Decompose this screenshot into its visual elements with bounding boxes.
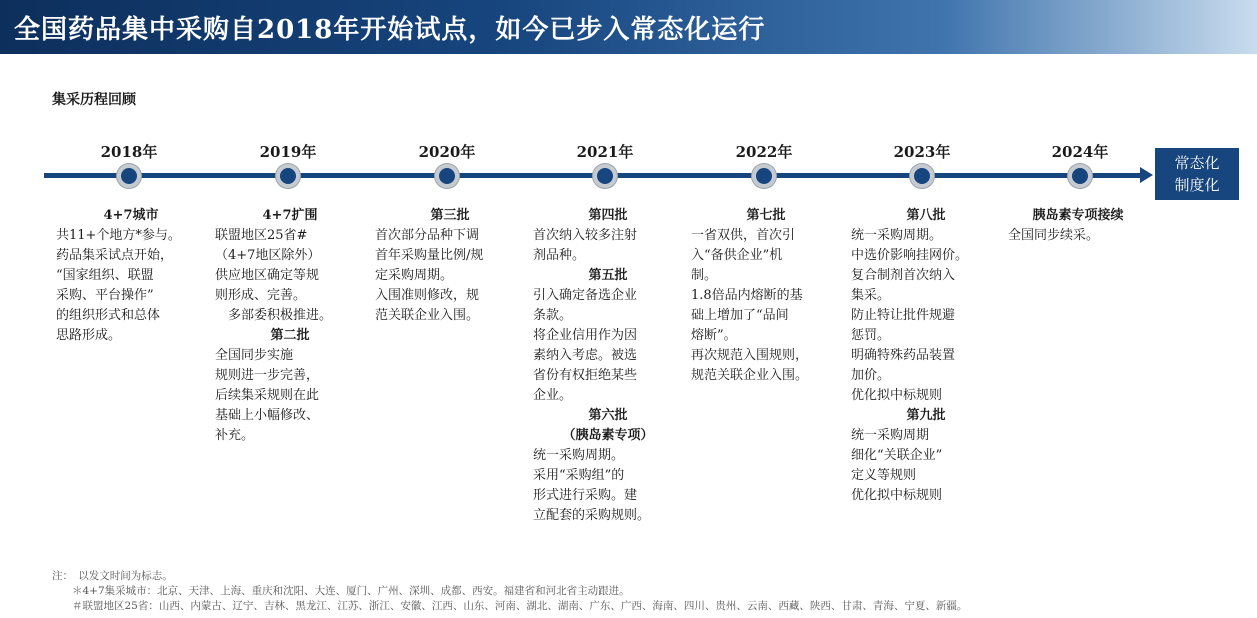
batch-description-line: 的组织形式和总体	[56, 308, 161, 323]
batch-description-line: 共11+个地方*参与。	[56, 228, 181, 243]
batch-description-line: 补充。	[215, 428, 255, 443]
batch-description-line: 采用“采购组”的	[533, 468, 625, 483]
batch-heading: 第二批	[270, 328, 310, 343]
batch-description-line: 优化拟中标规则	[851, 488, 943, 503]
batch-heading: 4+7扩围	[262, 208, 318, 223]
batch-description-line: 全国同步实施	[215, 348, 294, 363]
timeline-column	[1008, 206, 1148, 246]
batch-description-line: 供应地区确定等规	[215, 268, 320, 283]
timeline-year-label: 2021年	[576, 143, 634, 161]
batch-description-line: 省份有权拒绝某些	[533, 368, 638, 383]
batch-description-line: 入围准则修改，规	[375, 288, 480, 303]
footnote: ＃联盟地区25省：山西、内蒙古、辽宁、吉林、黑龙江、江苏、浙江、安徽、江西、山东、河南、湖北、湖南、广东、广西、海南、四川、贵州、云南、西藏、陕西、甘肃、青海、宁夏、新疆。	[72, 600, 968, 612]
batch-description-line: 引入确定备选企业	[533, 288, 638, 303]
timeline-node-icon	[910, 164, 934, 188]
batch-description-line: 细化“关联企业”	[851, 448, 943, 463]
batch-description-line: “国家组织、联盟	[56, 268, 154, 283]
page-title: 全国药品集中采购自2018年开始试点，如今已步入常态化运行	[14, 15, 766, 45]
batch-description-line: 思路形成。	[56, 328, 122, 343]
batch-description-line: 统一采购周期。	[851, 228, 943, 243]
batch-description-line: 基础上小幅修改、	[215, 408, 320, 423]
batch-heading: 第九批	[906, 408, 946, 423]
timeline-year-label: 2023年	[893, 143, 951, 161]
batch-description-line: 再次规范入围规则，	[691, 348, 809, 363]
batch-description-line: 惩罚。	[851, 328, 891, 343]
batch-description-line: 规则进一步完善，	[215, 368, 320, 383]
batch-heading: 胰岛素专项接续	[1032, 208, 1124, 223]
batch-description-line: 首次部分品种下调	[375, 228, 480, 243]
timeline-column	[375, 206, 525, 326]
timeline-arrow-icon	[1140, 167, 1153, 183]
batch-description-line: 制。	[691, 268, 718, 283]
batch-description-line: 集采。	[851, 288, 891, 303]
batch-description-line: 规范关联企业入围。	[691, 368, 809, 383]
timeline-year-label: 2022年	[735, 143, 793, 161]
footnotes	[52, 569, 967, 614]
batch-description-line: 立配套的采购规则。	[533, 508, 651, 523]
batch-description-line: 联盟地区25省#	[215, 228, 308, 243]
title-banner	[0, 0, 1257, 54]
end-label-line: 常态化	[1174, 154, 1220, 172]
batch-heading: 第七批	[746, 208, 786, 223]
batch-description-line: 统一采购周期	[851, 428, 930, 443]
batch-description-line: 统一采购周期。	[533, 448, 625, 463]
batch-description-line: 全国同步续采。	[1008, 228, 1100, 243]
batch-description-line: 础上增加了“品间	[691, 308, 789, 323]
batch-description-line: 素纳入考虑。被选	[533, 348, 638, 363]
batch-description-line: 则形成、完善。	[215, 288, 307, 303]
timeline-column	[56, 206, 206, 346]
batch-description-line: 明确特殊药品装置	[851, 348, 956, 363]
batch-description-line: 入“备供企业”机	[691, 248, 783, 263]
timeline-node-icon	[1068, 164, 1092, 188]
batch-heading: 第五批	[588, 268, 628, 283]
batch-description-line: 采购、平台操作”	[56, 288, 154, 303]
section-title: 集采历程回顾	[52, 92, 136, 108]
batch-description-line: 多部委积极推进。	[215, 308, 333, 323]
batch-description-line: 中选价影响挂网价。	[851, 248, 969, 263]
batch-description-line: 将企业信用作为因	[533, 328, 638, 343]
batch-description-line: 条款。	[533, 308, 573, 323]
batch-description-line: 首次纳入较多注射	[533, 228, 638, 243]
batch-description-line: 加价。	[851, 368, 891, 383]
timeline-year-label: 2020年	[418, 143, 476, 161]
batch-description-line: 定采购周期。	[375, 268, 454, 283]
batch-description-line: 形式进行采购。建	[533, 488, 638, 503]
end-label-line: 制度化	[1174, 176, 1220, 194]
batch-description-line: 复合制剂首次纳入	[851, 268, 956, 283]
batch-description-line: 企业。	[533, 388, 573, 403]
timeline-node-icon	[752, 164, 776, 188]
batch-heading: 第三批	[430, 208, 470, 223]
batch-heading: 第六批	[588, 408, 628, 423]
batch-description-line: 一省双供，首次引	[691, 228, 796, 243]
timeline-column	[851, 206, 1001, 506]
batch-description-line: 首年采购量比例/规	[375, 248, 484, 263]
timeline-year-label: 2018年	[100, 143, 158, 161]
timeline-column	[533, 206, 683, 526]
timeline-column	[691, 206, 841, 386]
footnote: ＊4+7集采城市：北京、天津、上海、重庆和沈阳、大连、厦门、广州、深圳、成都、西安。福建省和河北省主动跟进。	[72, 585, 630, 597]
batch-heading: （胰岛素专项）	[562, 428, 654, 443]
timeline-node-icon	[276, 164, 300, 188]
batch-heading: 第四批	[588, 208, 628, 223]
timeline-year-label: 2024年	[1051, 143, 1109, 161]
batch-description-line: （4+7地区除外）	[215, 248, 321, 263]
timeline-node-icon	[435, 164, 459, 188]
timeline-node-icon	[117, 164, 141, 188]
end-label-box	[1155, 148, 1239, 200]
batch-heading: 4+7城市	[103, 208, 159, 223]
timeline-node-icon	[593, 164, 617, 188]
batch-description-line: 1.8倍品内熔断的基	[691, 288, 803, 303]
batch-description-line: 药品集采试点开始，	[56, 248, 174, 263]
batch-description-line: 后续集采规则在此	[215, 388, 320, 403]
batch-description-line: 范关联企业入围。	[375, 308, 480, 323]
footnote: 注： 以发文时间为标志。	[52, 570, 173, 582]
batch-description-line: 剂品种。	[533, 248, 586, 263]
batch-heading: 第八批	[906, 208, 946, 223]
batch-description-line: 优化拟中标规则	[851, 388, 943, 403]
batch-description-line: 防止特让批件规避	[851, 308, 956, 323]
timeline-year-label: 2019年	[259, 143, 317, 161]
batch-description-line: 定义等规则	[851, 468, 917, 483]
batch-description-line: 熔断”。	[691, 328, 737, 343]
timeline-column	[215, 206, 365, 446]
